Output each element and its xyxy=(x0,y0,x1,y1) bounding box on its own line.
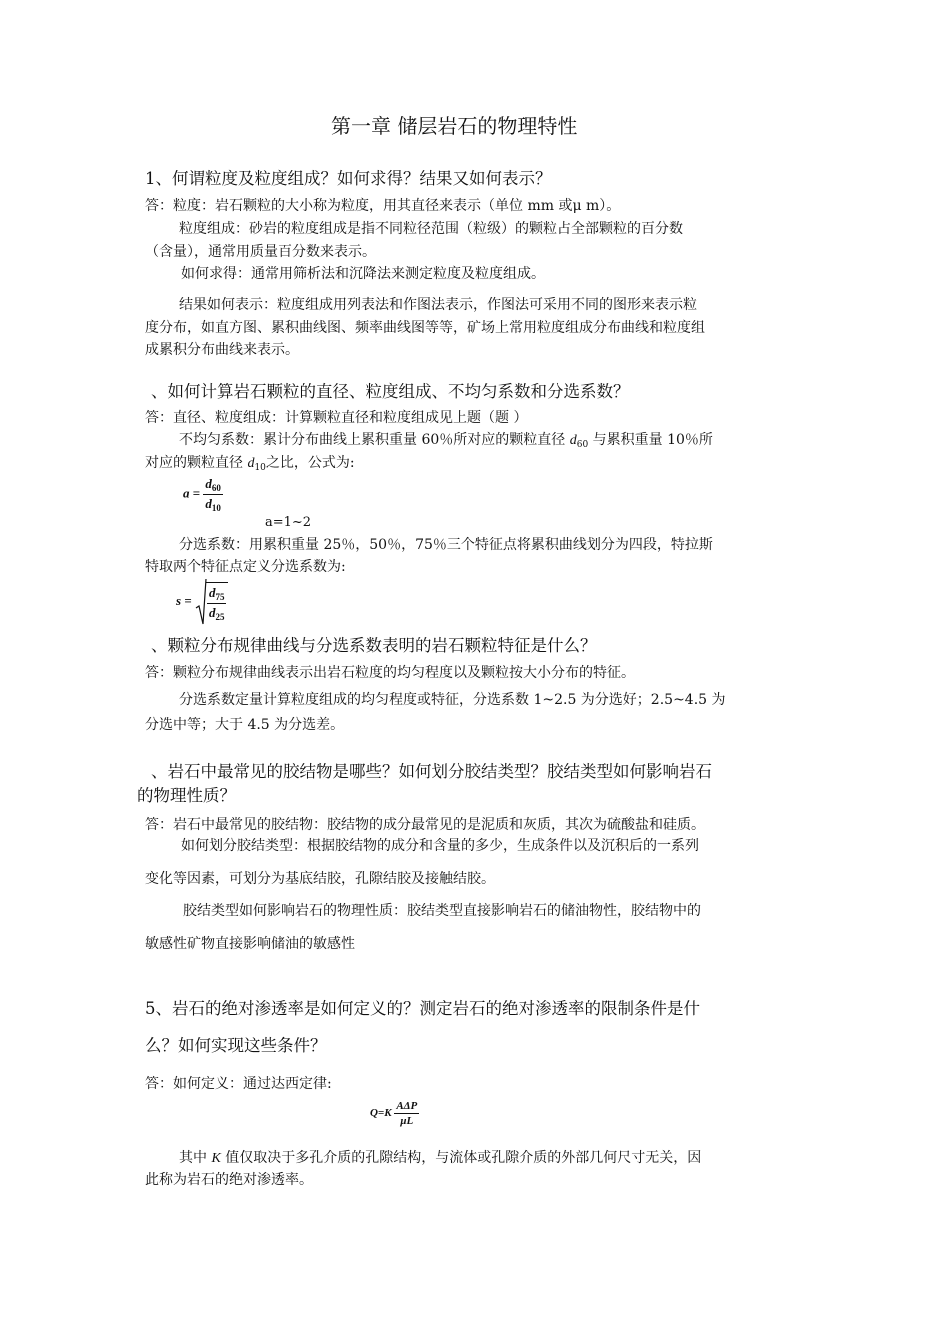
answer-5-line: 此称为岩石的绝对渗透率。 xyxy=(145,1172,313,1188)
uniformity-range: a=1~2 xyxy=(265,515,312,530)
answer-4-line: 如何划分胶结类型：根据胶结物的成分和含量的多少，生成条件以及沉积后的一系列 xyxy=(181,838,699,854)
question-1: 1、何谓粒度及粒度组成？如何求得？结果又如何表示？ xyxy=(145,169,552,188)
answer-5-line: 答：如何定义：通过达西定律: xyxy=(145,1076,332,1092)
answer-2-line: 不均匀系数：累计分布曲线上累积重量 60％所对应的颗粒直径 $d_{60}$ 与累积重量 10％所 xyxy=(179,432,713,450)
uniformity-formula: a = $\frac{d_{60}}{d_{10}}$ xyxy=(183,476,221,513)
answer-2-line: 分选系数：用累积重量 25％，50％，75％三个特征点将累积曲线划分为四段，特拉斯 xyxy=(179,537,713,553)
answer-1-line: 成累积分布曲线来表示。 xyxy=(145,342,299,358)
darcy-formula: Q=K $\frac{\text{AΔP}}{\mu L}$ xyxy=(370,1100,418,1127)
page-title: 第一章 储层岩石的物理特性 xyxy=(331,114,578,138)
answer-4-line: 答：岩石中最常见的胶结物：胶结物的成分最常见的是泥质和灰质，其次为硫酸盐和硅质。 xyxy=(145,817,705,833)
answer-1-line: 结果如何表示：粒度组成用列表法和作图法表示，作图法可采用不同的图形来表示粒 xyxy=(179,297,697,313)
answer-1-line: 粒度组成：砂岩的粒度组成是指不同粒径范围（粒级）的颗粒占全部颗粒的百分数 xyxy=(179,221,683,237)
sorting-formula: s = $\frac{d_{75}}{d_{25}}$ xyxy=(176,578,228,626)
answer-2-line: 对应的颗粒直径 $d_{10}$之比，公式为: xyxy=(145,455,355,473)
answer-2-line: 特取两个特征点定义分选系数为: xyxy=(145,559,346,575)
question-5: 5、岩石的绝对渗透率是如何定义的？测定岩石的绝对渗透率的限制条件是什 xyxy=(145,999,700,1018)
answer-1-line: 如何求得：通常用筛析法和沉降法来测定粒度及粒度组成。 xyxy=(181,266,545,282)
answer-4-line: 变化等因素，可划分为基底结胶，孔隙结胶及接触结胶。 xyxy=(145,871,495,887)
question-5: 么？如何实现这些条件？ xyxy=(145,1036,327,1055)
answer-3-line: 分选系数定量计算粒度组成的均匀程度或特征，分选系数 1~2.5 为分选好；2.5~4.5 为 xyxy=(179,692,726,708)
answer-4-line: 胶结类型如何影响岩石的物理性质：胶结类型直接影响岩石的储油物性，胶结物中的 xyxy=(183,903,701,919)
answer-1-line: 答：粒度：岩石颗粒的大小称为粒度，用其直径来表示（单位 mm 或μ m）。 xyxy=(145,198,621,214)
answer-1-line: （含量），通常用质量百分数来表示。 xyxy=(145,244,376,260)
question-4: 的物理性质？ xyxy=(137,786,236,805)
answer-2-line: 答：直径、粒度组成：计算颗粒直径和粒度组成见上题（题 ） xyxy=(145,410,528,426)
answer-1-line: 度分布，如直方图、累积曲线图、频率曲线图等等，矿场上常用粒度组成分布曲线和粒度组 xyxy=(145,320,705,336)
answer-5-line: 其中 K 值仅取决于多孔介质的孔隙结构，与流体或孔隙介质的外部几何尺寸无关，因 xyxy=(179,1150,702,1166)
answer-3-line: 答：颗粒分布规律曲线表示出岩石粒度的均匀程度以及颗粒按大小分布的特征。 xyxy=(145,665,635,681)
question-3: 、颗粒分布规律曲线与分选系数表明的岩石颗粒特征是什么？ xyxy=(151,636,597,655)
answer-4-line: 敏感性矿物直接影响储油的敏感性 xyxy=(145,936,355,952)
question-4: 、岩石中最常见的胶结物是哪些？如何划分胶结类型？胶结类型如何影响岩石 xyxy=(151,762,712,781)
question-2: 、如何计算岩石颗粒的直径、粒度组成、不均匀系数和分选系数？ xyxy=(151,382,630,401)
answer-3-line: 分选中等；大于 4.5 为分选差。 xyxy=(145,717,345,733)
